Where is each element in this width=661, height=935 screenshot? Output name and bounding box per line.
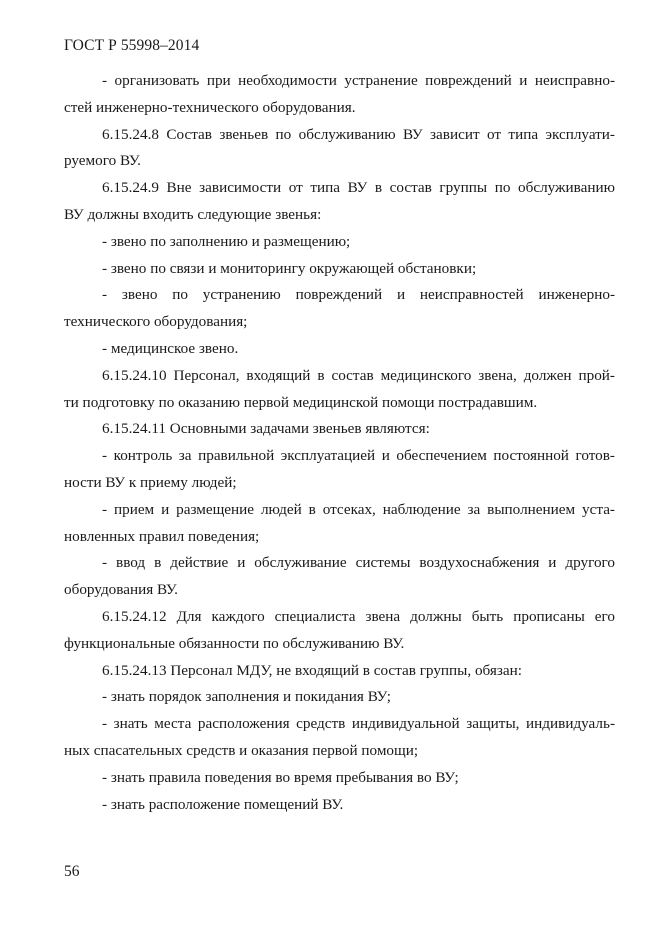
list-item: - звено по заполнению и размещению; [102, 232, 351, 250]
page-number: 56 [64, 863, 80, 880]
clause-6-15-24-12: 6.15.24.12 Для каждого специалиста звена должны быть прописаны его [102, 607, 615, 625]
text-line: ности ВУ к приему людей; [64, 473, 237, 491]
list-item: - контроль за правильной эксплуатацией и обеспечением постоянной готов- [102, 447, 615, 465]
body-text [64, 68, 615, 818]
clause-6-15-24-8: 6.15.24.8 Состав звеньев по обслуживанию ВУ зависит от типа эксплуати- [102, 125, 615, 143]
list-item: - знать правила поведения во время пребывания во ВУ; [102, 768, 459, 786]
text-line: руемого ВУ. [64, 152, 141, 170]
list-item: - звено по связи и мониторингу окружающей обстановки; [102, 259, 477, 277]
text-line: ти подготовку по оказанию первой медицинской помощи пострадавшим. [64, 393, 538, 411]
list-item: - знать порядок заполнения и покидания ВУ; [102, 688, 391, 706]
list-item: - прием и размещение людей в отсеках, наблюдение за выполнением уста- [102, 500, 615, 518]
clause-6-15-24-13: 6.15.24.13 Персонал МДУ, не входящий в состав группы, обязан: [102, 661, 522, 679]
text-line: технического оборудования; [64, 313, 248, 331]
clause-6-15-24-10: 6.15.24.10 Персонал, входящий в состав медицинского звена, должен прой- [102, 366, 615, 384]
list-item: - знать места расположения средств индивидуальной защиты, индивидуаль- [102, 715, 615, 733]
list-item: - ввод в действие и обслуживание системы воздухоснабжения и другого [102, 554, 615, 572]
text-line: - организовать при необходимости устранение повреждений и неисправно- [102, 72, 615, 89]
text-line: оборудования ВУ. [64, 581, 178, 599]
list-item: - медицинское звено. [102, 339, 239, 357]
document-header: ГОСТ Р 55998–2014 [64, 37, 200, 54]
text-line: стей инженерно-технического оборудования. [64, 98, 356, 116]
text-line: новленных правил поведения; [64, 527, 260, 545]
list-item: - звено по устранению повреждений и неисправностей инженерно- [102, 286, 615, 304]
clause-6-15-24-11: 6.15.24.11 Основными задачами звеньев являются: [102, 420, 430, 438]
list-item: - знать расположение помещений ВУ. [102, 795, 344, 813]
text-line: ных спасательных средств и оказания первой помощи; [64, 741, 419, 759]
text-line: ВУ должны входить следующие звенья: [64, 205, 322, 223]
text-line: функциональные обязанности по обслуживанию ВУ. [64, 634, 405, 652]
clause-6-15-24-9: 6.15.24.9 Вне зависимости от типа ВУ в состав группы по обслуживанию [102, 179, 615, 197]
